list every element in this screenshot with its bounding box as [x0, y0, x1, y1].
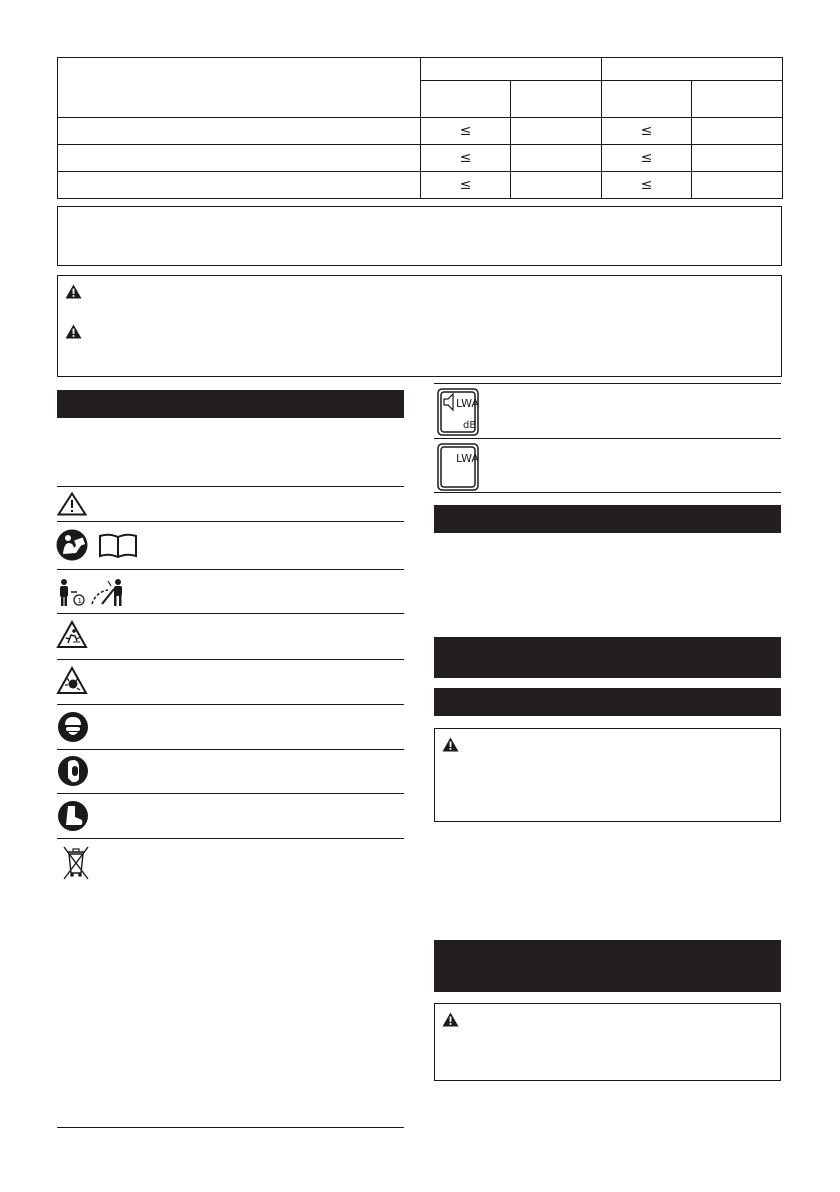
- divider: [57, 1127, 404, 1128]
- less-equal-symbol: ≤: [602, 118, 692, 145]
- row-label-cell: [58, 145, 421, 172]
- keep-bystanders-away-icon: [56, 578, 136, 608]
- guaranteed-sound-power-icon: [437, 388, 479, 436]
- row-label-cell: [58, 118, 421, 145]
- wear-helmet-goggles-icon: [57, 711, 89, 743]
- table-row: [58, 145, 783, 172]
- section-heading-bar: [57, 390, 404, 418]
- warning-box: [57, 275, 782, 377]
- divider: [57, 704, 404, 705]
- value-cell: [692, 118, 783, 145]
- divider: [434, 492, 781, 493]
- value-cell: [692, 172, 783, 199]
- warning-icon: [65, 324, 82, 339]
- lwa-label: LWA: [456, 397, 479, 410]
- read-manual-icon: [55, 528, 145, 562]
- divider: [57, 613, 404, 614]
- subheader-cell: [421, 81, 511, 118]
- less-equal-symbol: ≤: [602, 145, 692, 172]
- svg-text:dB: dB: [463, 420, 477, 431]
- section-heading-bar: [434, 940, 781, 992]
- svg-text:1: 1: [77, 597, 82, 605]
- specification-table: [57, 57, 783, 199]
- less-equal-symbol: ≤: [421, 172, 511, 199]
- section-heading-bar: [434, 688, 781, 716]
- divider: [434, 438, 781, 439]
- lwa-label: LWA: [456, 452, 479, 465]
- divider: [57, 749, 404, 750]
- header-cell: [421, 58, 602, 81]
- divider: [434, 383, 781, 384]
- divider: [57, 569, 404, 570]
- less-equal-symbol: ≤: [421, 118, 511, 145]
- flying-debris-icon: [56, 666, 88, 696]
- value-cell: [511, 172, 602, 199]
- divider: [57, 838, 404, 839]
- less-equal-symbol: ≤: [602, 172, 692, 199]
- warning-triangle-icon: [57, 492, 87, 516]
- section-heading-bar: [434, 637, 781, 678]
- header-cell: [602, 58, 783, 81]
- subheader-cell: [511, 81, 602, 118]
- less-equal-symbol: ≤: [421, 145, 511, 172]
- divider: [57, 659, 404, 660]
- subheader-cell: [602, 81, 692, 118]
- divider: [57, 486, 404, 487]
- header-cell: [58, 58, 421, 118]
- thrown-objects-icon: [56, 620, 88, 650]
- warning-icon: [65, 284, 82, 299]
- section-heading-bar: [434, 505, 781, 533]
- value-cell: [692, 145, 783, 172]
- wear-ear-protection-icon: [57, 755, 89, 787]
- wear-safety-boots-icon: [57, 800, 89, 832]
- table-row: [58, 118, 783, 145]
- table-row: [58, 172, 783, 199]
- warning-box: [434, 1003, 781, 1081]
- row-label-cell: [58, 172, 421, 199]
- no-household-disposal-icon: [62, 845, 90, 881]
- subheader-cell: [692, 81, 783, 118]
- note-box: [57, 206, 782, 266]
- value-cell: [511, 118, 602, 145]
- warning-icon: [442, 737, 459, 752]
- divider: [57, 793, 404, 794]
- value-cell: [511, 145, 602, 172]
- warning-box: [434, 728, 781, 822]
- sound-power-level-icon: [437, 443, 479, 491]
- divider: [57, 521, 404, 522]
- warning-icon: [442, 1012, 459, 1027]
